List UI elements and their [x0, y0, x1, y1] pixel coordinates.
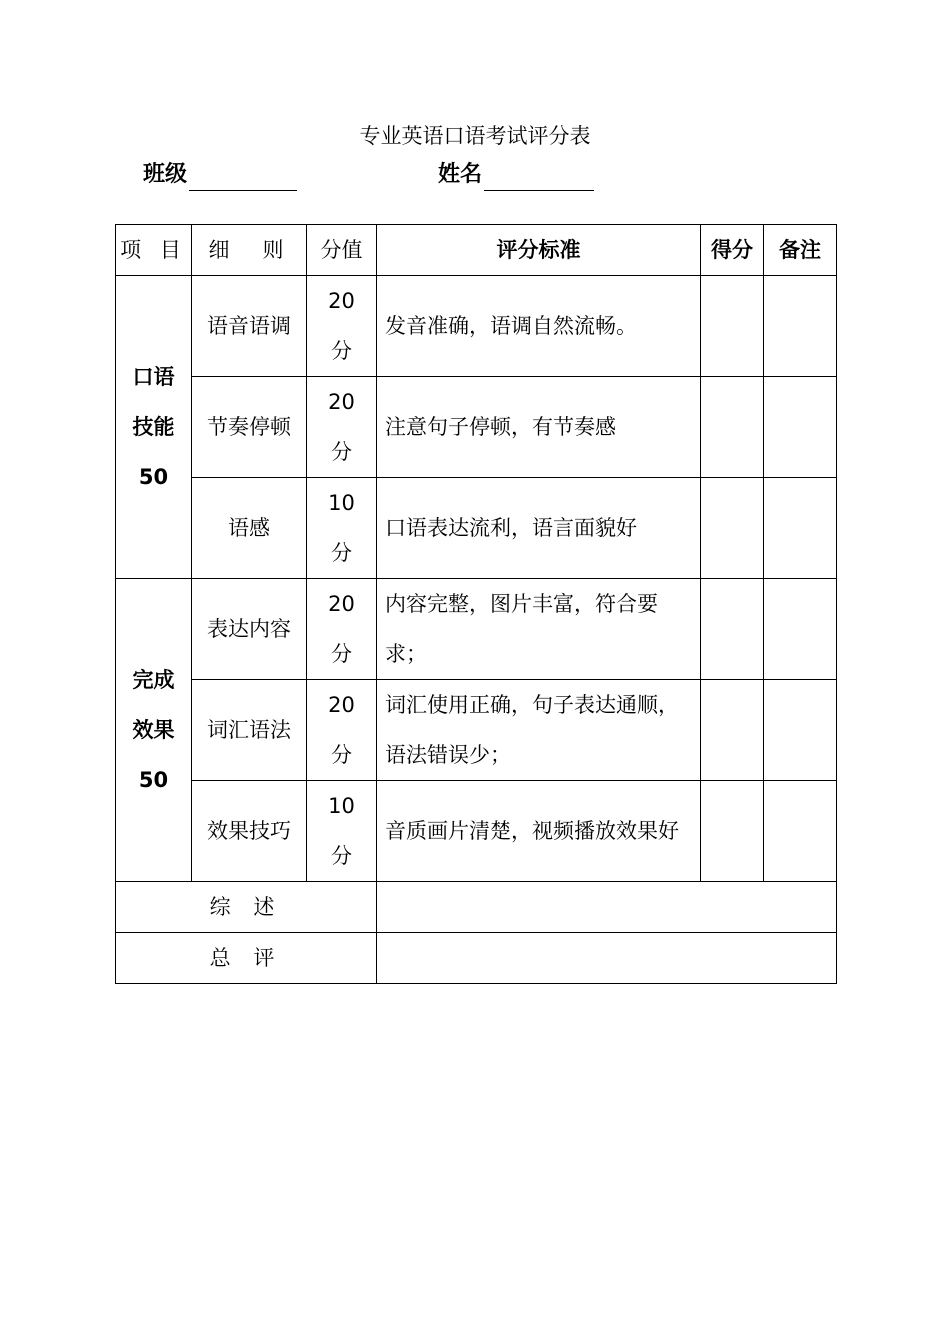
header-item: 项 目: [116, 225, 192, 276]
points-value: 10: [328, 794, 355, 818]
group-label-completion-effect: [116, 579, 192, 882]
score-cell[interactable]: [701, 377, 764, 478]
points-unit: 分: [331, 541, 352, 565]
remarks-cell[interactable]: [764, 680, 837, 781]
header-remarks: 备注: [764, 225, 837, 276]
group-label-line: 口语: [132, 365, 175, 389]
scoring-table: [115, 224, 837, 984]
points-value: 10: [328, 491, 355, 515]
detail-cell: 表达内容: [192, 579, 307, 680]
criteria-cell: 词汇使用正确，句子表达通顺，语法错误少；: [377, 680, 701, 781]
criteria-cell: 注意句子停顿，有节奏感: [377, 377, 701, 478]
name-label: 姓名: [438, 162, 483, 187]
header-criteria: 评分标准: [377, 225, 701, 276]
overall-cell[interactable]: [377, 933, 837, 984]
score-cell[interactable]: [701, 781, 764, 882]
group-label-line: 完成: [132, 668, 175, 692]
name-field: [438, 159, 594, 191]
points-unit: 分: [331, 642, 352, 666]
detail-cell: 节奏停顿: [192, 377, 307, 478]
remarks-cell[interactable]: [764, 478, 837, 579]
points-unit: 分: [331, 339, 352, 363]
points-unit: 分: [331, 440, 352, 464]
points-cell: [307, 781, 377, 882]
group-label-oral-skills: [116, 276, 192, 579]
points-cell: [307, 579, 377, 680]
header-points: 分值: [307, 225, 377, 276]
points-value: 20: [328, 592, 355, 616]
table-row: [116, 478, 837, 579]
detail-cell: 语感: [192, 478, 307, 579]
class-blank-line[interactable]: [189, 164, 297, 191]
remarks-cell[interactable]: [764, 781, 837, 882]
class-label: 班级: [143, 162, 188, 187]
summary-label: 综 述: [116, 882, 377, 933]
detail-cell: 语音语调: [192, 276, 307, 377]
score-cell[interactable]: [701, 579, 764, 680]
criteria-cell: 发音准确，语调自然流畅。: [377, 276, 701, 377]
points-value: 20: [328, 289, 355, 313]
header-row: [116, 225, 837, 276]
header-score: 得分: [701, 225, 764, 276]
group-label-line: 50: [138, 768, 169, 792]
points-cell: [307, 680, 377, 781]
points-value: 20: [328, 390, 355, 414]
overall-row: [116, 933, 837, 984]
score-cell[interactable]: [701, 680, 764, 781]
points-unit: 分: [331, 743, 352, 767]
group-label-line: 技能: [132, 415, 175, 439]
table-row: [116, 377, 837, 478]
remarks-cell[interactable]: [764, 276, 837, 377]
page-title: 专业英语口语考试评分表: [359, 124, 591, 148]
score-cell[interactable]: [701, 478, 764, 579]
points-value: 20: [328, 693, 355, 717]
points-unit: 分: [331, 844, 352, 868]
score-cell[interactable]: [701, 276, 764, 377]
table-row: [116, 276, 837, 377]
points-cell: [307, 478, 377, 579]
criteria-cell: 音质画片清楚，视频播放效果好: [377, 781, 701, 882]
overall-label: 总 评: [116, 933, 377, 984]
table-row: [116, 579, 837, 680]
name-blank-line[interactable]: [484, 164, 594, 191]
table-row: [116, 680, 837, 781]
detail-cell: 词汇语法: [192, 680, 307, 781]
remarks-cell[interactable]: [764, 377, 837, 478]
summary-row: [116, 882, 837, 933]
header-detail: 细 则: [192, 225, 307, 276]
summary-cell[interactable]: [377, 882, 837, 933]
criteria-cell: 内容完整，图片丰富，符合要求；: [377, 579, 701, 680]
points-cell: [307, 276, 377, 377]
class-field: [143, 159, 297, 191]
points-cell: [307, 377, 377, 478]
criteria-cell: 口语表达流利，语言面貌好: [377, 478, 701, 579]
remarks-cell[interactable]: [764, 579, 837, 680]
group-label-line: 效果: [132, 718, 175, 742]
detail-cell: 效果技巧: [192, 781, 307, 882]
group-label-line: 50: [138, 465, 169, 489]
table-row: [116, 781, 837, 882]
